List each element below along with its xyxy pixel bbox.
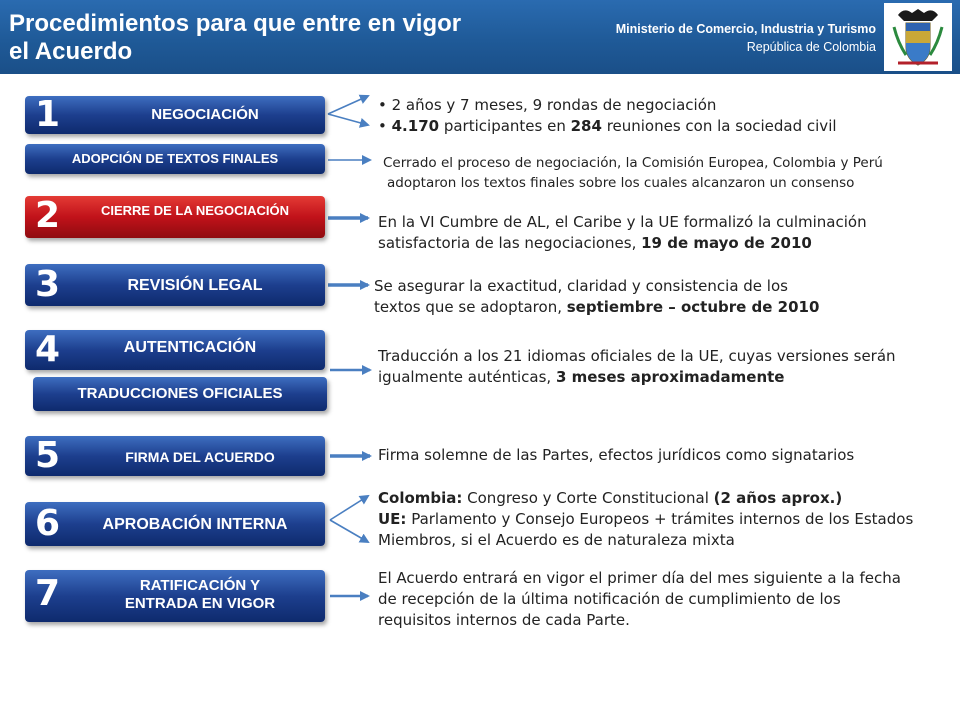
step-7-ratificacion — [25, 570, 325, 622]
step-number: 6 — [35, 503, 61, 544]
rat-line-1: El Acuerdo entrará en vigor el primer día del mes siguiente a la fecha — [378, 569, 901, 587]
republic-name: República de Colombia — [746, 40, 876, 54]
list-item — [378, 95, 948, 116]
step-label: REVISIÓN LEGAL — [127, 277, 263, 294]
aut-text: igualmente auténticas, — [378, 368, 556, 386]
step-6-aprobacion — [25, 502, 325, 546]
bullet-icon: • — [378, 96, 392, 114]
step-number: 1 — [35, 94, 61, 135]
list-item — [378, 116, 948, 137]
cierre-line-2 — [378, 233, 953, 254]
apr-duration: (2 años aprox.) — [713, 489, 843, 507]
desc-firma: Firma solemne de las Partes, efectos jurídicos como signatarios — [378, 446, 855, 464]
ministry-name: Ministerio de Comercio, Industria y Turismo — [615, 22, 876, 36]
desc-ratificacion — [378, 568, 953, 631]
step-label — [80, 577, 320, 613]
step-5-firma — [25, 436, 325, 476]
rev-text: textos que se adoptaron, — [374, 298, 567, 316]
step-label-line-1: RATIFICACIÓN Y — [139, 577, 261, 594]
step-3-revision — [25, 264, 325, 306]
step-number: 4 — [35, 329, 61, 370]
cierre-line-1: En la VI Cumbre de AL, el Caribe y la UE formalizó la culminación — [378, 213, 867, 231]
desc-autenticacion — [378, 346, 953, 388]
step-2-cierre — [25, 196, 325, 238]
adop-line-2: adoptaron los textos finales sobre los cuales alcanzaron un consenso — [387, 175, 855, 191]
apr-line-1 — [378, 488, 953, 509]
arrow-neg-2 — [328, 114, 368, 125]
step-number: 5 — [35, 435, 61, 476]
apr-ue: UE: — [378, 510, 407, 528]
title-line-1: Procedimientos para que entre en vigor — [9, 10, 462, 37]
neg-text-a: participantes en — [439, 117, 571, 135]
desc-adopcion — [383, 153, 958, 193]
desc-revision — [374, 276, 949, 318]
step-label: NEGOCIACIÓN — [151, 106, 259, 123]
desc-negociacion — [378, 95, 948, 137]
bullet-icon: • — [378, 117, 392, 135]
aut-duration: 3 meses aproximadamente — [555, 368, 785, 386]
neg-text-b: reuniones con la sociedad civil — [601, 117, 837, 135]
apr-line-2 — [378, 509, 953, 530]
arrow-neg-1 — [328, 96, 368, 114]
neg-meetings: 284 — [570, 117, 602, 135]
step-1-negociacion — [25, 96, 325, 134]
cierre-date: 19 de mayo de 2010 — [641, 234, 812, 252]
neg-participants: 4.170 — [391, 117, 440, 135]
adop-line-1: Cerrado el proceso de negociación, la Comisión Europea, Colombia y Perú — [383, 155, 883, 171]
step-label: FIRMA DEL ACUERDO — [125, 449, 275, 465]
cierre-text: satisfactoria de las negociaciones, — [378, 234, 642, 252]
arrow-apr-1 — [330, 496, 368, 520]
substep-adopcion: ADOPCIÓN DE TEXTOS FINALES — [25, 144, 325, 174]
rev-date: septiembre – octubre de 2010 — [566, 298, 820, 316]
desc-cierre — [378, 212, 953, 254]
title-line-2: el Acuerdo — [9, 38, 133, 65]
rat-line-2: de recepción de la última notificación de cumplimiento de los — [378, 590, 841, 608]
step-number: 2 — [35, 195, 61, 236]
apr-line-3: Miembros, si el Acuerdo es de naturaleza mixta — [378, 531, 735, 549]
neg-bullet-1-text: 2 años y 7 meses, 9 rondas de negociación — [391, 96, 717, 114]
aut-line-1: Traducción a los 21 idiomas oficiales de la UE, cuyas versiones serán — [378, 347, 896, 365]
aut-line-2 — [378, 367, 953, 388]
step-4-autenticacion — [25, 330, 325, 370]
apr-text-2: Parlamento y Consejo Europeos + trámites internos de los Estados — [406, 510, 914, 528]
apr-text-1: Congreso y Corte Constitucional — [462, 489, 714, 507]
arrow-apr-2 — [330, 520, 368, 542]
apr-colombia: Colombia: — [378, 489, 463, 507]
step-label-line-2: ENTRADA EN VIGOR — [124, 595, 276, 612]
step-label: AUTENTICACIÓN — [123, 339, 257, 356]
step-number: 7 — [35, 573, 61, 614]
rat-line-3: requisitos internos de cada Parte. — [378, 611, 630, 629]
step-label: APROBACIÓN INTERNA — [102, 516, 288, 533]
rev-line-2 — [374, 297, 949, 318]
desc-aprobacion — [378, 488, 953, 551]
step-label: CIERRE DE LA NEGOCIACIÓN — [100, 203, 290, 218]
rev-line-1: Se asegurar la exactitud, claridad y consistencia de los — [374, 277, 788, 295]
substep-traducciones: TRADUCCIONES OFICIALES — [33, 377, 327, 411]
step-number: 3 — [35, 264, 61, 305]
